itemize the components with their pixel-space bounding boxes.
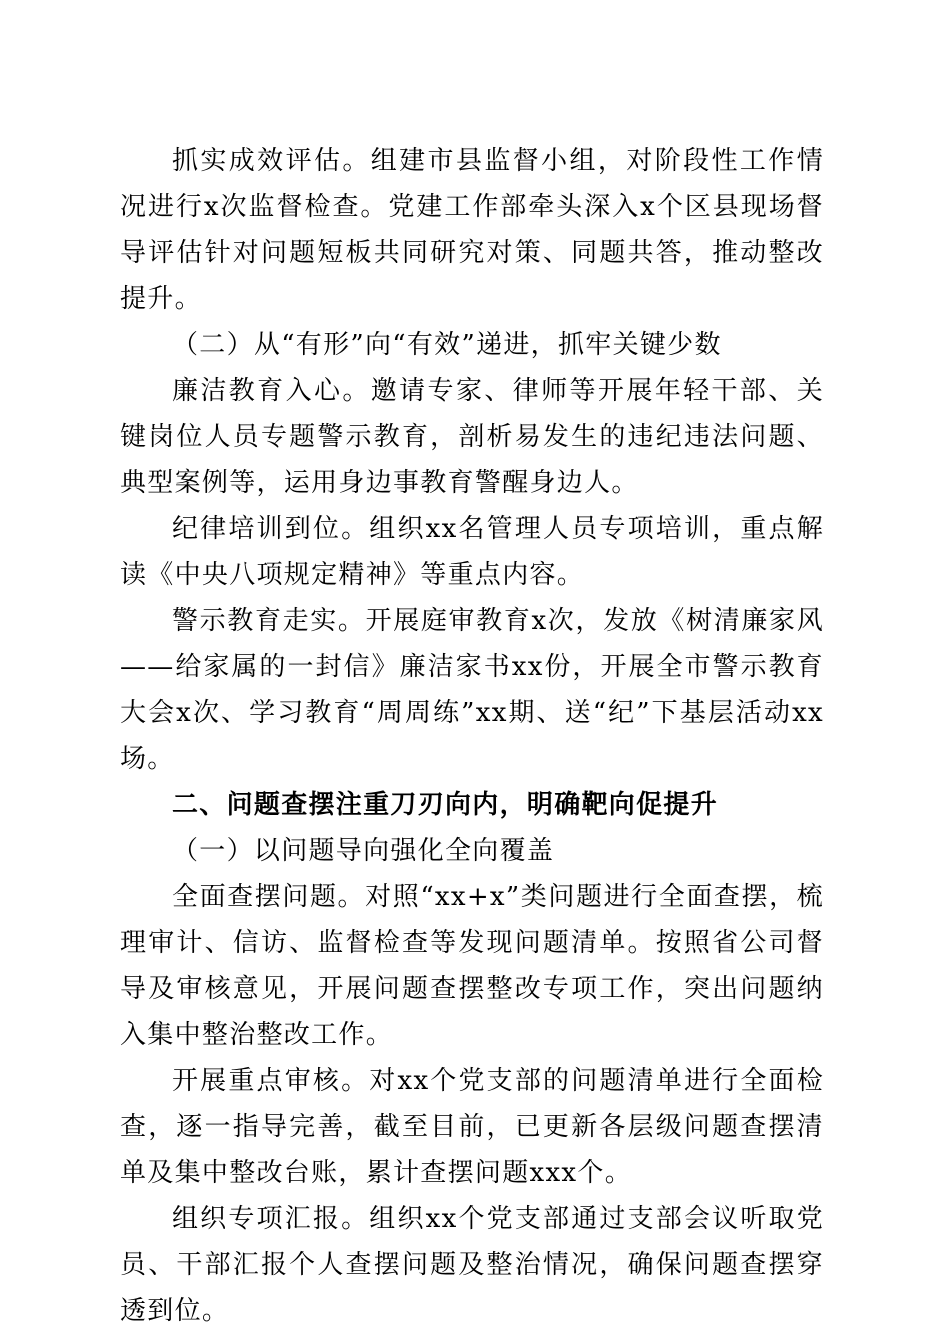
paragraph-special-report: 组织专项汇报。组织xx个党支部通过支部会议听取党员、干部汇报个人查摆问题及整治情况，确保问题查摆穿透到位。	[120, 1204, 824, 1326]
subheading-key-minority: （二）从“有形”向“有效”递进，抓牢关键少数	[172, 330, 722, 360]
section-heading-problem-review: 二、问题查摆注重刀刃向内，明确靶向促提升	[172, 790, 719, 820]
document-body	[120, 138, 824, 1334]
paragraph-comprehensive-review: 全面查摆问题。对照“xx+x”类问题进行全面查摆，梳理审计、信访、监督检查等发现问题清单。按照省公司督导及审核意见，开展问题查摆整改专项工作，突出问题纳入集中整治整改工作。	[120, 882, 824, 1050]
paragraph-warning-education: 警示教育走实。开展庭审教育x次，发放《树清廉家风——给家属的一封信》廉洁家书xx份，开展全市警示教育大会x次、学习教育“周周练”xx期、送“纪”下基层活动xx场。	[120, 606, 824, 774]
paragraph-integrity-education: 廉洁教育入心。邀请专家、律师等开展年轻干部、关键岗位人员专题警示教育，剖析易发生的违纪违法问题、典型案例等，运用身边事教育警醒身边人。	[120, 376, 824, 498]
paragraph-discipline-training: 纪律培训到位。组织xx名管理人员专项培训，重点解读《中央八项规定精神》等重点内容。	[120, 514, 824, 590]
subheading-problem-orientation: （一）以问题导向强化全向覆盖	[172, 836, 555, 866]
paragraph-key-audit: 开展重点审核。对xx个党支部的问题清单进行全面检查，逐一指导完善，截至目前，已更新各层级问题查摆清单及集中整改台账，累计查摆问题xxx个。	[120, 1066, 824, 1188]
paragraph-effectiveness-evaluation: 抓实成效评估。组建市县监督小组，对阶段性工作情况进行x次监督检查。党建工作部牵头深入x个区县现场督导评估针对问题短板共同研究对策、同题共答，推动整改提升。	[120, 146, 824, 314]
